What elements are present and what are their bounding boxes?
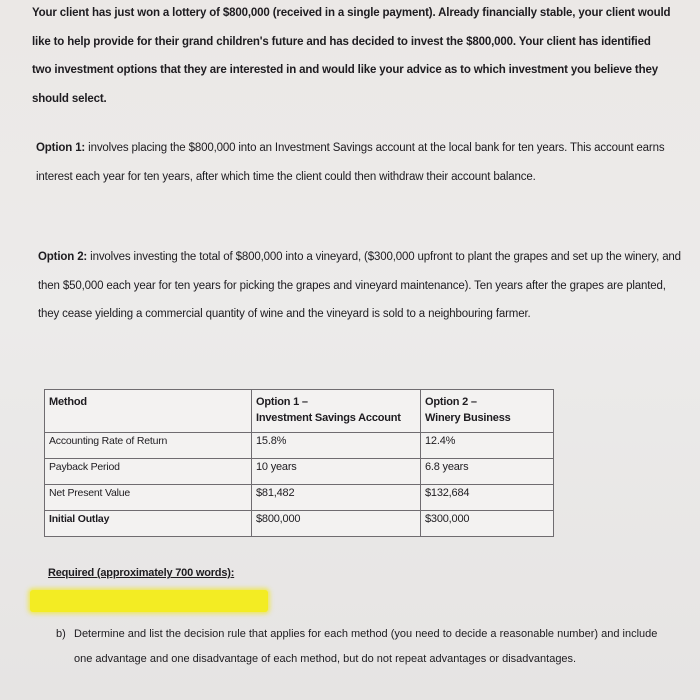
row-method-label: Payback Period	[49, 461, 120, 473]
table-row	[45, 433, 554, 459]
option1-paragraph	[36, 134, 686, 191]
row-method-label: Accounting Rate of Return	[49, 435, 168, 447]
header-option1-line2: Investment Savings Account	[256, 412, 401, 424]
intro-paragraph: Your client has just won a lottery of $800,000 (received in a single payment). Already financially stable, your client would like to help provide for their grand children's future and has decided to invest the $800,000. Your client has identified two investment options that they are interested in and would like your advice as to which investment you believe they should select.	[32, 7, 671, 105]
comparison-table	[44, 389, 554, 537]
header-option2-line1: Option 2 –	[425, 396, 477, 408]
header-method: Method	[45, 390, 252, 433]
item-b-marker: b)	[56, 628, 66, 640]
header-option2	[421, 390, 554, 433]
option2-text: involves investing the total of $800,000 into a vineyard, ($300,000 upfront to plant the grapes and set up the winery, and then $50,000 each year for ten years for picking the grapes and vineyard maintenance). Ten years after the grapes are planted, they cease yielding a commercial quantity of wine and the vineyard is sold to a neighbouring farmer.	[38, 251, 681, 320]
header-option1-line1: Option 1 –	[256, 396, 308, 408]
row-method	[45, 433, 252, 459]
highlighter-mark	[30, 590, 268, 612]
option1-lead: Option 1:	[36, 142, 86, 154]
option2-lead: Option 2:	[38, 251, 88, 263]
row-option2-value: 12.4%	[421, 433, 554, 459]
row-option1-value: $81,482	[252, 485, 421, 511]
row-option2-value: $132,684	[421, 485, 554, 511]
table-header-row	[45, 390, 554, 433]
option2-paragraph	[38, 243, 683, 329]
row-option1-value: $800,000	[252, 511, 421, 537]
header-option1	[252, 390, 421, 433]
row-option2-value: 6.8 years	[421, 459, 554, 485]
header-option2-line2: Winery Business	[425, 412, 511, 424]
row-method	[45, 459, 252, 485]
row-method-label: Net Present Value	[49, 487, 131, 499]
row-option1-value: 15.8%	[252, 433, 421, 459]
table-row	[45, 459, 554, 485]
row-option1-value: 10 years	[252, 459, 421, 485]
row-method	[45, 485, 252, 511]
table-row	[45, 511, 554, 537]
required-item-b	[56, 622, 666, 671]
row-method	[45, 511, 252, 537]
option1-text: involves placing the $800,000 into an Investment Savings account at the local bank for ten years. This account earns interest each year for ten years, after which time the client could then withdraw their account balance.	[36, 142, 665, 183]
row-method-label: Initial Outlay	[49, 513, 110, 525]
table-row	[45, 485, 554, 511]
row-option2-value: $300,000	[421, 511, 554, 537]
item-b-text: Determine and list the decision rule that applies for each method (you need to decide a reasonable number) and include one advantage and one disadvantage of each method, but do not repeat advantages or disadvantages.	[74, 628, 658, 665]
required-heading: Required (approximately 700 words):	[48, 567, 235, 579]
